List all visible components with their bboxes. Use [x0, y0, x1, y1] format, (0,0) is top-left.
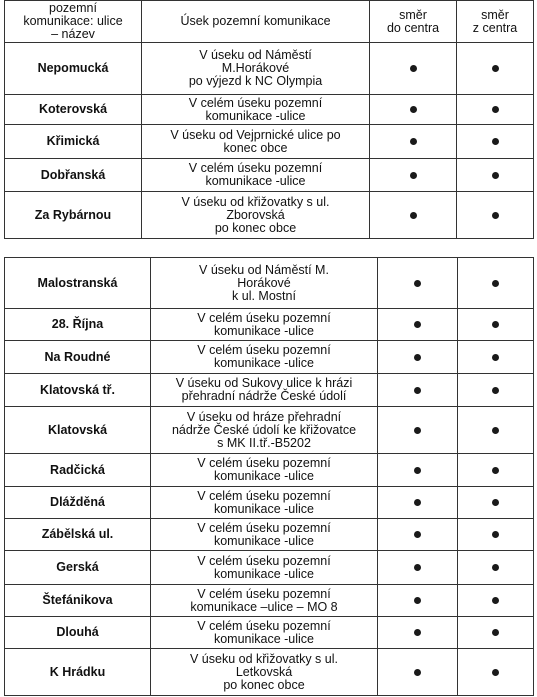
table-row: [5, 407, 534, 454]
bullet-dot-icon: [492, 65, 499, 72]
street-name: Radčická: [5, 454, 151, 487]
segment-description: V celém úseku pozemní komunikace -ulice: [142, 95, 370, 125]
bullet-dot-icon: [492, 597, 499, 604]
from-center-cell: [458, 649, 534, 696]
table-row: [5, 341, 534, 374]
street-name: Štefánikova: [5, 585, 151, 617]
bullet-dot-icon: [492, 321, 499, 328]
bullet-dot-icon: [492, 172, 499, 179]
bullet-dot-icon: [492, 629, 499, 636]
segment-description: V úseku od Náměstí M. Horákové k ul. Mostní: [151, 258, 378, 309]
table-row: [5, 487, 534, 519]
bullet-dot-icon: [492, 354, 499, 361]
bullet-dot-icon: [414, 321, 421, 328]
bullet-dot-icon: [410, 212, 417, 219]
street-name: Dlouhá: [5, 617, 151, 649]
segment-description: V úseku od křižovatky s ul. Letkovská po konec obce: [151, 649, 378, 696]
to-center-cell: [378, 309, 458, 341]
bullet-dot-icon: [414, 387, 421, 394]
header-street-name: pozemní komunikace: ulice – název: [5, 1, 142, 43]
bullet-dot-icon: [414, 427, 421, 434]
street-name: Na Roudné: [5, 341, 151, 374]
to-center-cell: [378, 585, 458, 617]
to-center-cell: [370, 43, 457, 95]
street-table-2: [4, 257, 534, 696]
street-name: Zábělská ul.: [5, 519, 151, 551]
segment-description: V celém úseku pozemní komunikace -ulice: [151, 341, 378, 374]
from-center-cell: [458, 258, 534, 309]
segment-description: V celém úseku pozemní komunikace -ulice: [151, 454, 378, 487]
segment-description: V celém úseku pozemní komunikace -ulice: [151, 519, 378, 551]
to-center-cell: [378, 649, 458, 696]
bullet-dot-icon: [492, 531, 499, 538]
from-center-cell: [458, 341, 534, 374]
to-center-cell: [370, 125, 457, 159]
header-from-center: směr z centra: [457, 1, 534, 43]
bullet-dot-icon: [492, 499, 499, 506]
from-center-cell: [457, 192, 534, 239]
to-center-cell: [378, 258, 458, 309]
segment-description: V úseku od Sukovy ulice k hrázi přehradní nádrže České údolí: [151, 374, 378, 407]
from-center-cell: [458, 585, 534, 617]
bullet-dot-icon: [414, 629, 421, 636]
segment-description: V celém úseku pozemní komunikace -ulice: [151, 617, 378, 649]
from-center-cell: [457, 43, 534, 95]
street-name: Malostranská: [5, 258, 151, 309]
bullet-dot-icon: [492, 106, 499, 113]
table-row: [5, 454, 534, 487]
street-name: Koterovská: [5, 95, 142, 125]
street-name: 28. Října: [5, 309, 151, 341]
segment-description: V celém úseku pozemní komunikace -ulice: [151, 551, 378, 585]
segment-description: V celém úseku pozemní komunikace -ulice: [151, 487, 378, 519]
bullet-dot-icon: [410, 138, 417, 145]
bullet-dot-icon: [414, 597, 421, 604]
bullet-dot-icon: [414, 669, 421, 676]
street-name: Klatovská: [5, 407, 151, 454]
table-row: [5, 125, 534, 159]
segment-description: V celém úseku pozemní komunikace -ulice: [142, 159, 370, 192]
street-name: Křimická: [5, 125, 142, 159]
to-center-cell: [370, 159, 457, 192]
bullet-dot-icon: [492, 564, 499, 571]
table-header-row: [5, 1, 534, 43]
to-center-cell: [378, 407, 458, 454]
table-row: [5, 95, 534, 125]
street-name: Klatovská tř.: [5, 374, 151, 407]
from-center-cell: [457, 159, 534, 192]
from-center-cell: [458, 374, 534, 407]
to-center-cell: [378, 454, 458, 487]
from-center-cell: [458, 551, 534, 585]
header-to-center: směr do centra: [370, 1, 457, 43]
from-center-cell: [458, 519, 534, 551]
from-center-cell: [458, 454, 534, 487]
from-center-cell: [457, 125, 534, 159]
bullet-dot-icon: [492, 138, 499, 145]
street-name: Dlážděná: [5, 487, 151, 519]
to-center-cell: [378, 374, 458, 407]
segment-description: V úseku od hráze přehradní nádrže České údolí ke křižovatce s MK II.tř.-B5202: [151, 407, 378, 454]
segment-description: V celém úseku pozemní komunikace –ulice – MO 8: [151, 585, 378, 617]
bullet-dot-icon: [414, 531, 421, 538]
table-row: [5, 258, 534, 309]
street-name: Dobřanská: [5, 159, 142, 192]
street-name: Nepomucká: [5, 43, 142, 95]
bullet-dot-icon: [492, 669, 499, 676]
from-center-cell: [457, 95, 534, 125]
to-center-cell: [378, 551, 458, 585]
to-center-cell: [370, 95, 457, 125]
to-center-cell: [378, 617, 458, 649]
table-row: [5, 617, 534, 649]
table-row: [5, 309, 534, 341]
street-name: K Hrádku: [5, 649, 151, 696]
from-center-cell: [458, 617, 534, 649]
table-row: [5, 192, 534, 239]
bullet-dot-icon: [414, 467, 421, 474]
street-table-1: [4, 0, 534, 239]
bullet-dot-icon: [492, 280, 499, 287]
table-row: [5, 43, 534, 95]
bullet-dot-icon: [492, 467, 499, 474]
street-name: Za Rybárnou: [5, 192, 142, 239]
from-center-cell: [458, 309, 534, 341]
table-row: [5, 374, 534, 407]
street-name: Gerská: [5, 551, 151, 585]
table-row: [5, 649, 534, 696]
bullet-dot-icon: [414, 499, 421, 506]
bullet-dot-icon: [492, 427, 499, 434]
to-center-cell: [378, 519, 458, 551]
bullet-dot-icon: [414, 564, 421, 571]
bullet-dot-icon: [414, 280, 421, 287]
bullet-dot-icon: [410, 65, 417, 72]
table-row: [5, 585, 534, 617]
bullet-dot-icon: [414, 354, 421, 361]
table-row: [5, 519, 534, 551]
to-center-cell: [370, 192, 457, 239]
to-center-cell: [378, 341, 458, 374]
to-center-cell: [378, 487, 458, 519]
from-center-cell: [458, 487, 534, 519]
table-row: [5, 159, 534, 192]
bullet-dot-icon: [410, 106, 417, 113]
bullet-dot-icon: [410, 172, 417, 179]
segment-description: V celém úseku pozemní komunikace -ulice: [151, 309, 378, 341]
segment-description: V úseku od křižovatky s ul. Zborovská po konec obce: [142, 192, 370, 239]
bullet-dot-icon: [492, 387, 499, 394]
segment-description: V úseku od Vejprnické ulice po konec obce: [142, 125, 370, 159]
from-center-cell: [458, 407, 534, 454]
table-row: [5, 551, 534, 585]
segment-description: V úseku od Náměstí M.Horákové po výjezd k NC Olympia: [142, 43, 370, 95]
bullet-dot-icon: [492, 212, 499, 219]
header-segment: Úsek pozemní komunikace: [142, 1, 370, 43]
